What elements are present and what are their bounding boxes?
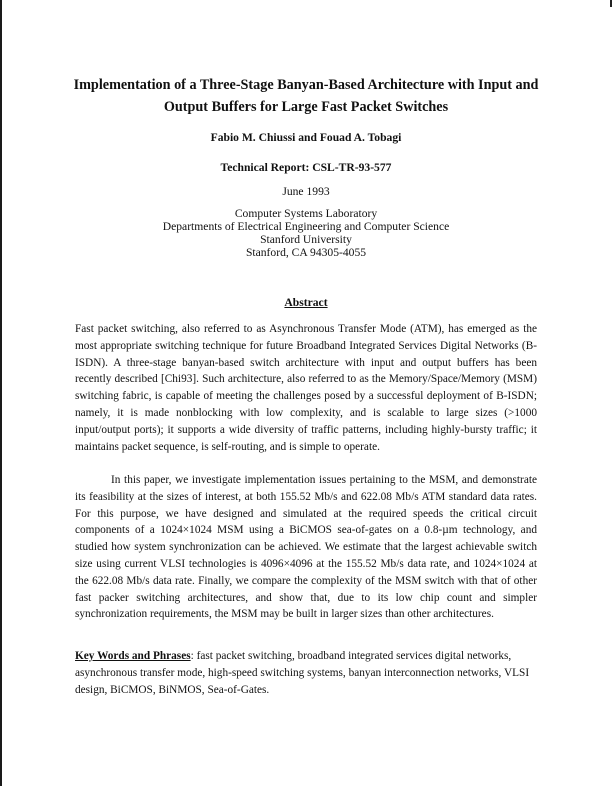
- paper-title: [60, 74, 552, 118]
- abstract-paragraph-2: In this paper, we investigate implementation issues pertaining to the MSM, and demonstrate its feasibility at the sizes of interest, at both 155.52 Mb/s and 622.08 Mb/s ATM standard data rates. For this purpose, we have designed and simulated at the required speeds the critical circuit components of a 1024×1024 MSM using a BiCMOS sea-of-gates on a 0.8-µm technology, and studied how system synchronization can be achieved. We estimate that the largest achievable switch size using current VLSI technologies is 4096×4096 at the 155.52 Mb/s data rate, and 1024×1024 at the 622.08 Mb/s data rate. Finally, we compare the complexity of the MSM switch with that of other fast packer switching architectures, and show that, due to its low chip count and simpler synchronization requirements, the MSM may be built in larger sizes than other architectures.: [75, 474, 537, 621]
- affiliation: [60, 207, 552, 259]
- scan-edge-bar: [0, 0, 2, 786]
- publication-date: June 1993: [282, 185, 330, 198]
- keywords-list: : fast packet switching, broadband integrated services digital networks, asynchronous transfer mode, high-speed switching systems, banyan interconnection networks, VLSI design, BiCMOS, BiNMOS, Sea-of-Gates.: [75, 650, 530, 696]
- authors: Fabio M. Chiussi and Fouad A. Tobagi: [210, 131, 402, 144]
- title-line-1: Implementation of a Three-Stage Banyan-Based Architecture with Input and: [73, 77, 539, 93]
- affiliation-address: Stanford, CA 94305-4055: [245, 246, 367, 259]
- affiliation-departments: Departments of Electrical Engineering and Computer Science: [162, 220, 450, 233]
- abstract-paragraph-1: Fast packet switching, also referred to as Asynchronous Transfer Mode (ATM), has emerged as the most appropriate switching technique for future Broadband Integrated Services Digital Networks (B-ISDN). A three-stage banyan-based switch architecture with input and output buffers has been recently described [Chi93]. Such architecture, also referred to as the Memory/Space/Memory (MSM) switching fabric, is capable of meeting the challenges posed by a successful deployment of B-ISDN; namely, it is made nonblocking with low complexity, and is scalable to large sizes (>1000 input/output ports); it supports a wide diversity of traffic patterns, including highly-bursty traffic; it maintains packet sequence, is self-routing, and is simple to operate.: [75, 323, 537, 453]
- keywords-heading: Key Words and Phrases: [75, 650, 191, 662]
- keywords: [75, 648, 537, 698]
- title-line-2: Output Buffers for Large Fast Packet Switches: [163, 99, 449, 115]
- report-number: Technical Report: CSL-TR-93-577: [220, 161, 392, 174]
- affiliation-lab: Computer Systems Laboratory: [234, 207, 378, 220]
- abstract-heading: Abstract: [284, 296, 328, 309]
- affiliation-university: Stanford University: [260, 233, 352, 246]
